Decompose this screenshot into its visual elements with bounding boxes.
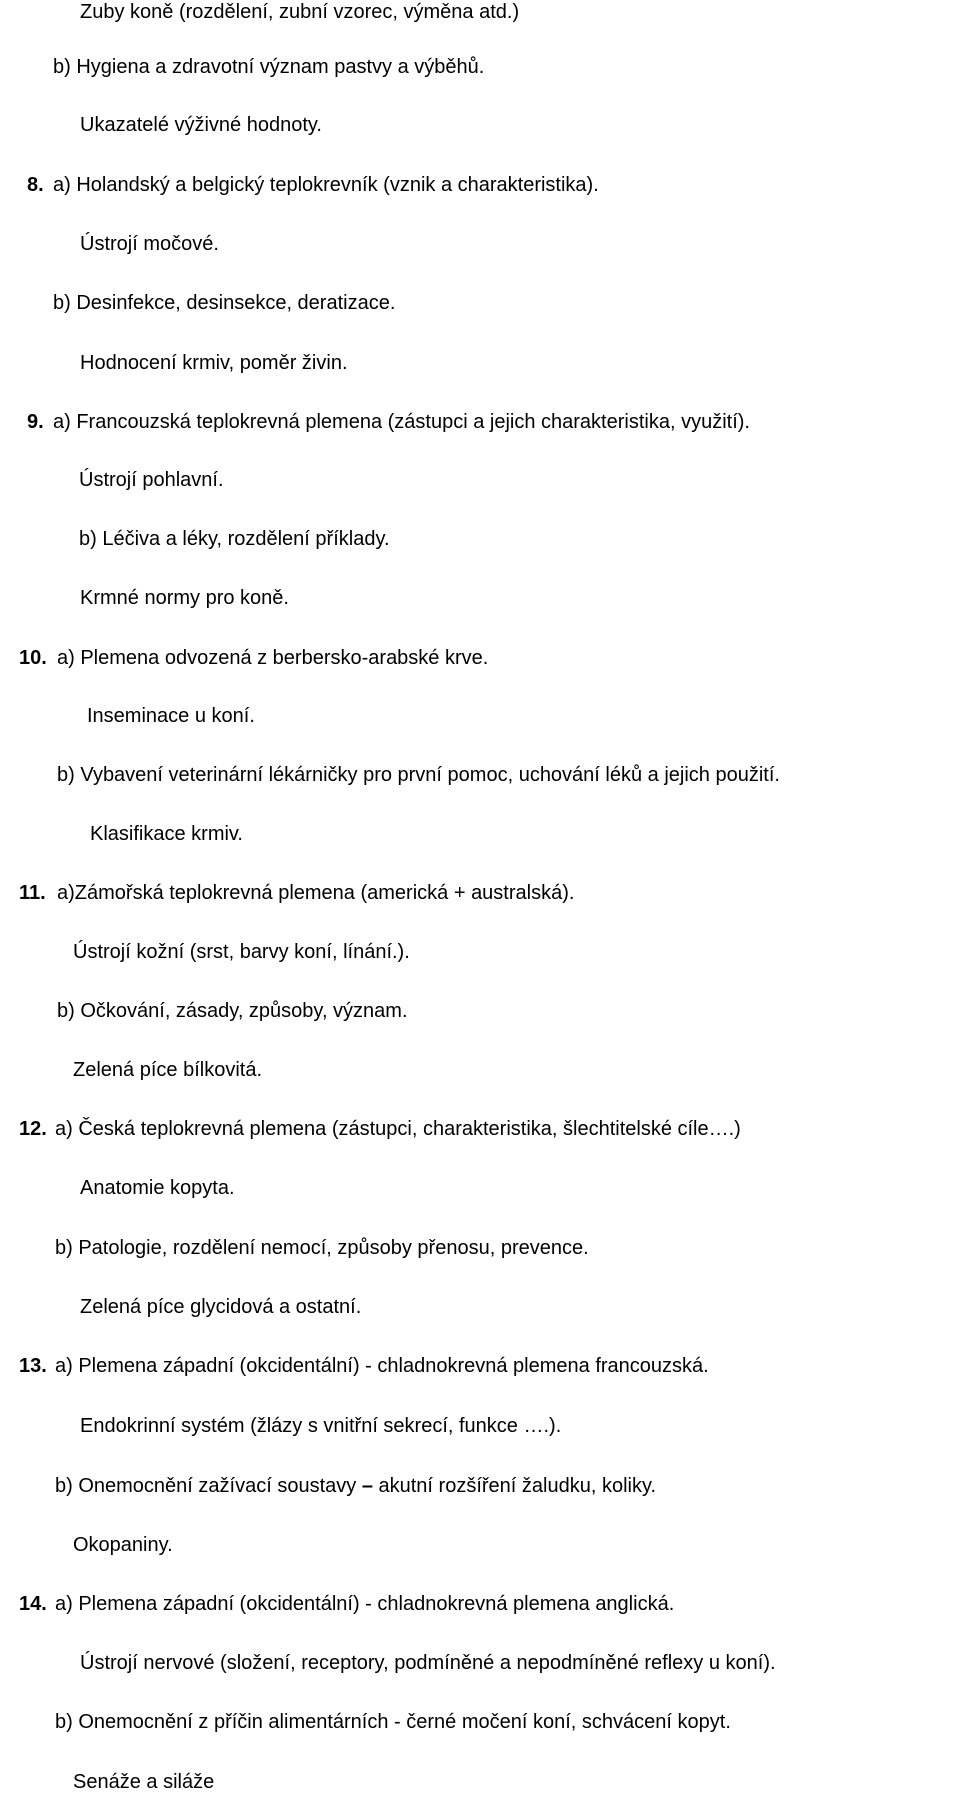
topic-text: b) Desinfekce, desinsekce, deratizace. [53,292,396,314]
topic-text: a) Plemena západní (okcidentální) - chladnokrevná plemena francouzská. [55,1355,709,1377]
topic-text: a) Plemena západní (okcidentální) - chladnokrevná plemena anglická. [55,1593,675,1615]
topic-text: Krmné normy pro koně. [80,587,289,609]
topic-text: a) Holandský a belgický teplokrevník (vznik a charakteristika). [53,174,599,196]
topic-text: Ústrojí močové. [80,233,219,255]
topic-text: a) Plemena odvozená z berbersko-arabské krve. [57,647,489,669]
topic-text: b) Onemocnění z příčin alimentárních - černé močení koní, schvácení kopyt. [55,1711,731,1733]
question-number: 10. [19,647,47,669]
topic-text: Klasifikace krmiv. [90,823,243,845]
topic-text: b) Očkování, zásady, způsoby, význam. [57,1000,408,1022]
topic-text: a)Zámořská teplokrevná plemena (americká + australská). [57,882,575,904]
em-dash: – [361,1475,373,1497]
question-number: 9. [27,411,44,433]
topic-text: Ústrojí pohlavní. [79,469,224,491]
topic-text-part: b) Onemocnění zažívací soustavy [55,1475,362,1497]
topic-text: Ústrojí kožní (srst, barvy koní, línání.). [73,941,410,963]
topic-text: Zelená píce glycidová a ostatní. [80,1296,362,1318]
topic-text-part: akutní rozšíření žaludku, koliky. [372,1475,657,1497]
topic-text: Inseminace u koní. [87,705,255,727]
question-number: 14. [19,1593,47,1615]
topic-text: Anatomie kopyta. [80,1177,235,1199]
topic-text: Hodnocení krmiv, poměr živin. [80,352,348,374]
question-number: 12. [19,1118,47,1140]
topic-text [55,1474,656,1498]
topic-text: Zelená píce bílkovitá. [73,1059,262,1081]
question-number: 11. [19,882,46,904]
topic-text: b) Léčiva a léky, rozdělení příklady. [79,528,390,550]
topic-text: Senáže a siláže [73,1771,215,1793]
topic-text: Endokrinní systém (žlázy s vnitřní sekrecí, funkce ….). [80,1415,562,1437]
topic-text: b) Vybavení veterinární lékárničky pro první pomoc, uchování léků a jejich použití. [57,764,780,786]
topic-text: Ústrojí nervové (složení, receptory, podmíněné a nepodmíněné reflexy u koní). [80,1652,776,1674]
question-number: 8. [27,174,44,196]
question-number: 13. [19,1355,47,1377]
topic-text: b) Hygiena a zdravotní význam pastvy a výběhů. [53,56,485,78]
topic-text: Zuby koně (rozdělení, zubní vzorec, výměna atd.) [80,1,520,23]
topic-text: a) Česká teplokrevná plemena (zástupci, charakteristika, šlechtitelské cíle….) [55,1118,741,1140]
topic-text: Ukazatelé výživné hodnoty. [80,114,322,136]
topic-text: a) Francouzská teplokrevná plemena (zástupci a jejich charakteristika, využití). [53,411,750,433]
topic-text: Okopaniny. [73,1534,173,1556]
topic-text: b) Patologie, rozdělení nemocí, způsoby přenosu, prevence. [55,1237,589,1259]
